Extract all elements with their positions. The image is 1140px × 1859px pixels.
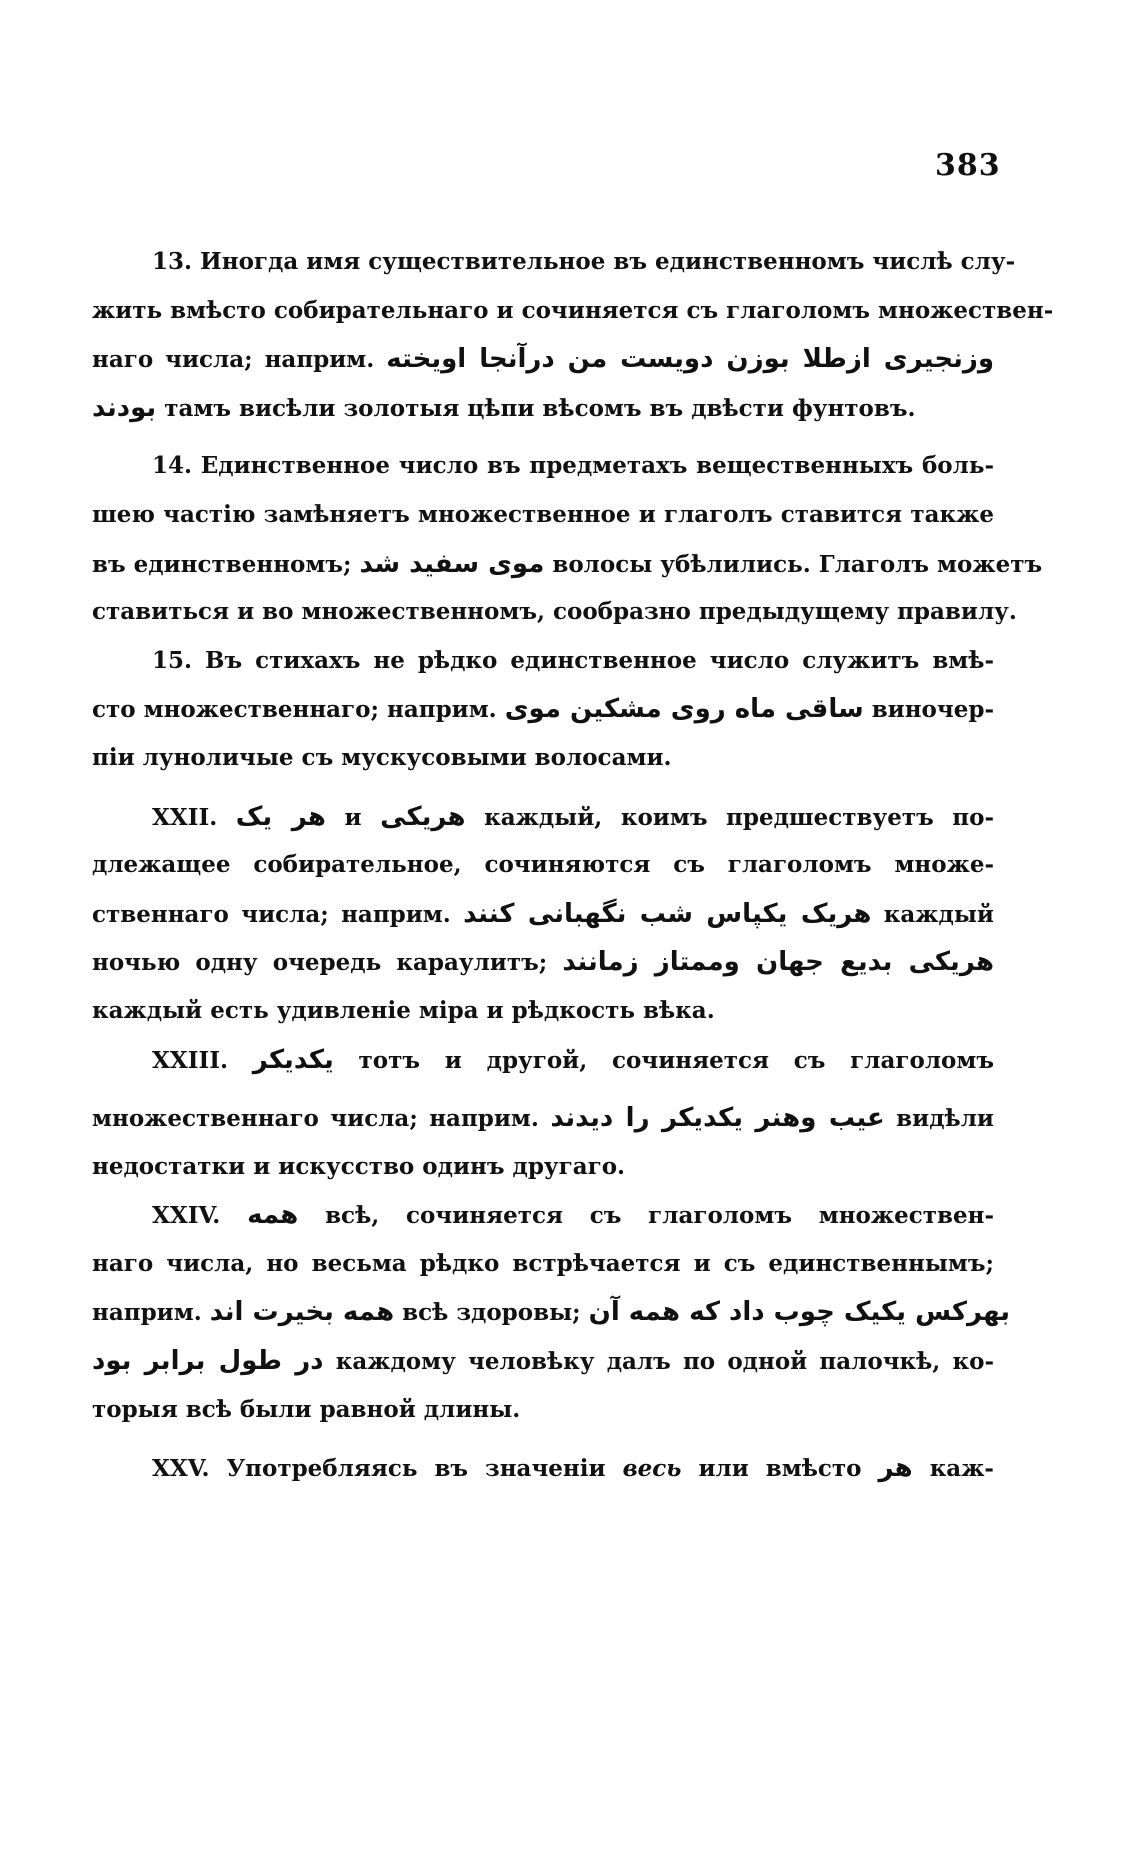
persian-text: وزنجیری ازطلا بوزن دویست من درآنجا اویخته (386, 344, 994, 375)
text-line: наго числа, но весьма рѣдко встрѣчается и съ единственнымъ; (92, 1249, 994, 1277)
text-line: длежащее собирательное, сочиняются съ глаголомъ множе- (92, 851, 994, 879)
text-line: ставиться и во множественномъ, сообразно предыдущему правилу. (92, 598, 1017, 626)
text-fragment: и (344, 803, 362, 831)
text-line (92, 1444, 994, 1493)
persian-text: موی سفید شد (359, 548, 545, 579)
text-line (92, 540, 1043, 589)
text-fragment: наго числа; наприм. (92, 346, 375, 374)
section-number: XXII. (152, 803, 218, 831)
text-fragment: каж- (929, 1455, 994, 1483)
text-line (92, 938, 994, 987)
italic-word: весь (622, 1455, 682, 1483)
text-fragment: волосы убѣлились. Глаголъ можетъ (552, 550, 1043, 578)
text-fragment: всѣ, сочиняется съ глаголомъ множествен- (325, 1202, 994, 1230)
text-fragment: XXV. Употребляясь въ значеніи (152, 1455, 606, 1483)
persian-text: هر یک (235, 801, 326, 832)
text-fragment: тотъ и другой, сочиняется съ глаголомъ (358, 1046, 994, 1074)
persian-text: هریکی بدیع جهان وممتاز زمانند (562, 947, 994, 978)
persian-text: عیب وهنر یکدیکر را دیدند (550, 1103, 885, 1134)
persian-text: یکدیکر (252, 1044, 334, 1075)
text-line (92, 1094, 994, 1143)
text-fragment: множественнаго числа; наприм. (92, 1105, 539, 1133)
section-number: XXIV. (152, 1202, 221, 1230)
text-fragment: ночью одну очередь караулитъ; (92, 949, 548, 977)
text-fragment: виночер- (871, 696, 994, 724)
text-fragment: каждый (883, 900, 994, 928)
text-fragment: каждый, коимъ предшествуетъ по- (484, 803, 995, 831)
text-fragment: каждому человѣку далъ по одной палочкѣ, ко- (335, 1348, 994, 1376)
text-line (92, 793, 994, 842)
text-fragment: сто множественнаго; наприм. (92, 696, 497, 724)
persian-text: همه (247, 1200, 299, 1231)
text-line: недостатки и искусство одинъ другаго. (92, 1152, 626, 1180)
persian-text: ساقی ماه روی مشکین موی (504, 694, 864, 725)
persian-text: هر (878, 1453, 913, 1484)
text-line: піи луноличые съ мускусовыми волосами. (92, 743, 672, 771)
text-fragment: наприм. (92, 1299, 202, 1327)
persian-text: همه بخیرت اند (209, 1297, 395, 1328)
page-number: 383 (935, 148, 1001, 183)
text-fragment: или вмѣсто (698, 1455, 862, 1483)
text-fragment: видѣли (896, 1105, 994, 1133)
text-line (92, 1036, 994, 1085)
text-fragment: всѣ здоровы; (402, 1299, 581, 1327)
text-line (92, 1191, 994, 1240)
persian-text: در طول برابر بود (92, 1346, 324, 1377)
text-line (92, 1337, 994, 1386)
persian-text: بودند (92, 392, 157, 423)
text-line (92, 335, 994, 384)
text-line (92, 1288, 1011, 1337)
text-fragment: тамъ висѣли золотыя цѣпи вѣсомъ въ двѣсти фунтовъ. (164, 394, 916, 422)
persian-text: هریک یکپاس شب نگهبانی کنند (463, 898, 872, 929)
text-line: торыя всѣ были равной длины. (92, 1395, 521, 1423)
section-number: XXIII. (152, 1046, 228, 1074)
text-line (92, 685, 994, 734)
persian-text: بهرکس یکیک چوب داد که همه آن (588, 1297, 1011, 1328)
text-fragment: въ единственномъ; (92, 550, 352, 578)
text-line: шею частію замѣняетъ множественное и глаголъ ставится также (92, 500, 994, 528)
text-fragment: ственнаго числа; наприм. (92, 900, 451, 928)
text-line: 15. Въ стихахъ не рѣдко единственное число служитъ вмѣ- (152, 646, 994, 674)
text-line: каждый есть удивленіе міра и рѣдкость вѣка. (92, 996, 715, 1024)
text-line: 14. Единственное число въ предметахъ вещественныхъ боль- (152, 452, 994, 480)
text-line (92, 890, 994, 939)
page-body (92, 238, 1054, 1493)
text-line: жить вмѣсто собирательнаго и сочиняется съ глаголомъ множествен- (92, 296, 1054, 324)
text-line: 13. Иногда имя существительное въ единственномъ числѣ слу- (152, 248, 1016, 275)
text-line (92, 384, 994, 433)
persian-text: هریکی (380, 801, 466, 832)
